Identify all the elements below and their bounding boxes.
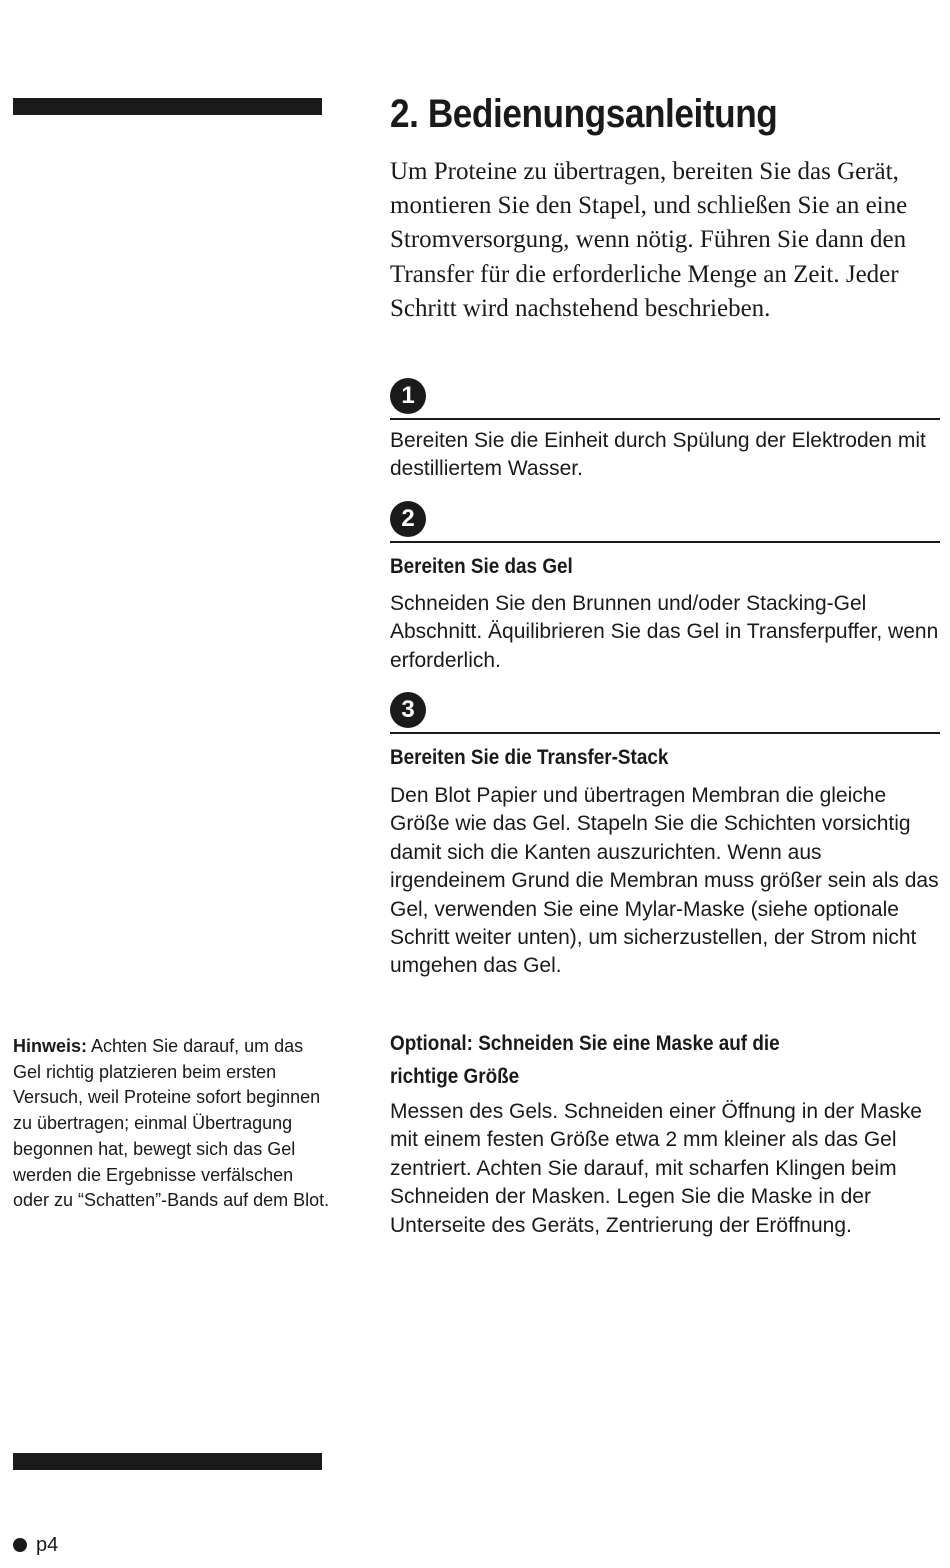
note-label: Hinweis: — [13, 1036, 88, 1056]
step-2-number-badge: 2 — [390, 501, 426, 537]
intro-paragraph: Um Proteine zu übertragen, bereiten Sie das Gerät, montieren Sie den Stapel, und schließen Sie an eine Stromversorgung, wenn nötig. Führen Sie dann den Transfer für die erforderliche Menge an Zeit. Jeder Schritt wird nachstehend beschrieben. — [390, 158, 908, 322]
decorative-bar-top — [13, 98, 322, 115]
section-title: 2. Bedienungsanleitung — [390, 92, 778, 136]
side-note — [13, 1034, 333, 1214]
page-number: p4 — [36, 1534, 59, 1556]
step-1-divider — [390, 418, 940, 420]
optional-text: Messen des Gels. Schneiden einer Öffnung in der Maske mit einem festen Größe etwa 2 mm kleiner als das Gel zentriert. Achten Sie darauf, mit scharfen Klingen beim Schneiden der Masken. Legen Sie die Maske in der Unterseite des Geräts, Zentrierung der Eröffnung. — [390, 1100, 922, 1237]
step-1-number-badge: 1 — [390, 378, 426, 414]
step-2-text: Schneiden Sie den Brunnen und/oder Stacking-Gel Abschnitt. Äquilibrieren Sie das Gel in Transferpuffer, wenn erforderlich. — [390, 592, 939, 672]
step-3-number-badge: 3 — [390, 692, 426, 728]
step-3-divider — [390, 732, 940, 734]
bullet-icon — [13, 1538, 27, 1552]
step-3-heading: Bereiten Sie die Transfer-Stack — [390, 746, 669, 769]
step-3-text: Den Blot Papier und übertragen Membran die gleiche Größe wie das Gel. Stapeln Sie die Schichten vorsichtig damit sich die Kanten auszurichten. Wenn aus irgendeinem Grund die Membran muss größer sein als das Gel, verwenden Sie eine Mylar-Maske (siehe optionale Schritt weiter unten), um sicherzustellen, der Strom nicht umgehen das Gel. — [390, 784, 939, 978]
step-2-heading: Bereiten Sie das Gel — [390, 555, 573, 578]
optional-heading: Optional: Schneiden Sie eine Maske auf die richtige Größe — [390, 1032, 780, 1088]
note-text: Achten Sie darauf, um das Gel richtig platzieren beim ersten Versuch, weil Proteine sofort beginnen zu übertragen; einmal Übertragung begonnen hat, bewegt sich das Gel werden die Ergebnisse verfälschen oder zu “Schatten”-Bands auf dem Blot. — [13, 1036, 330, 1211]
page-footer — [13, 1530, 58, 1560]
step-2-divider — [390, 541, 940, 543]
decorative-bar-bottom — [13, 1453, 322, 1470]
step-1-text: Bereiten Sie die Einheit durch Spülung der Elektroden mit destilliertem Wasser. — [390, 429, 926, 481]
